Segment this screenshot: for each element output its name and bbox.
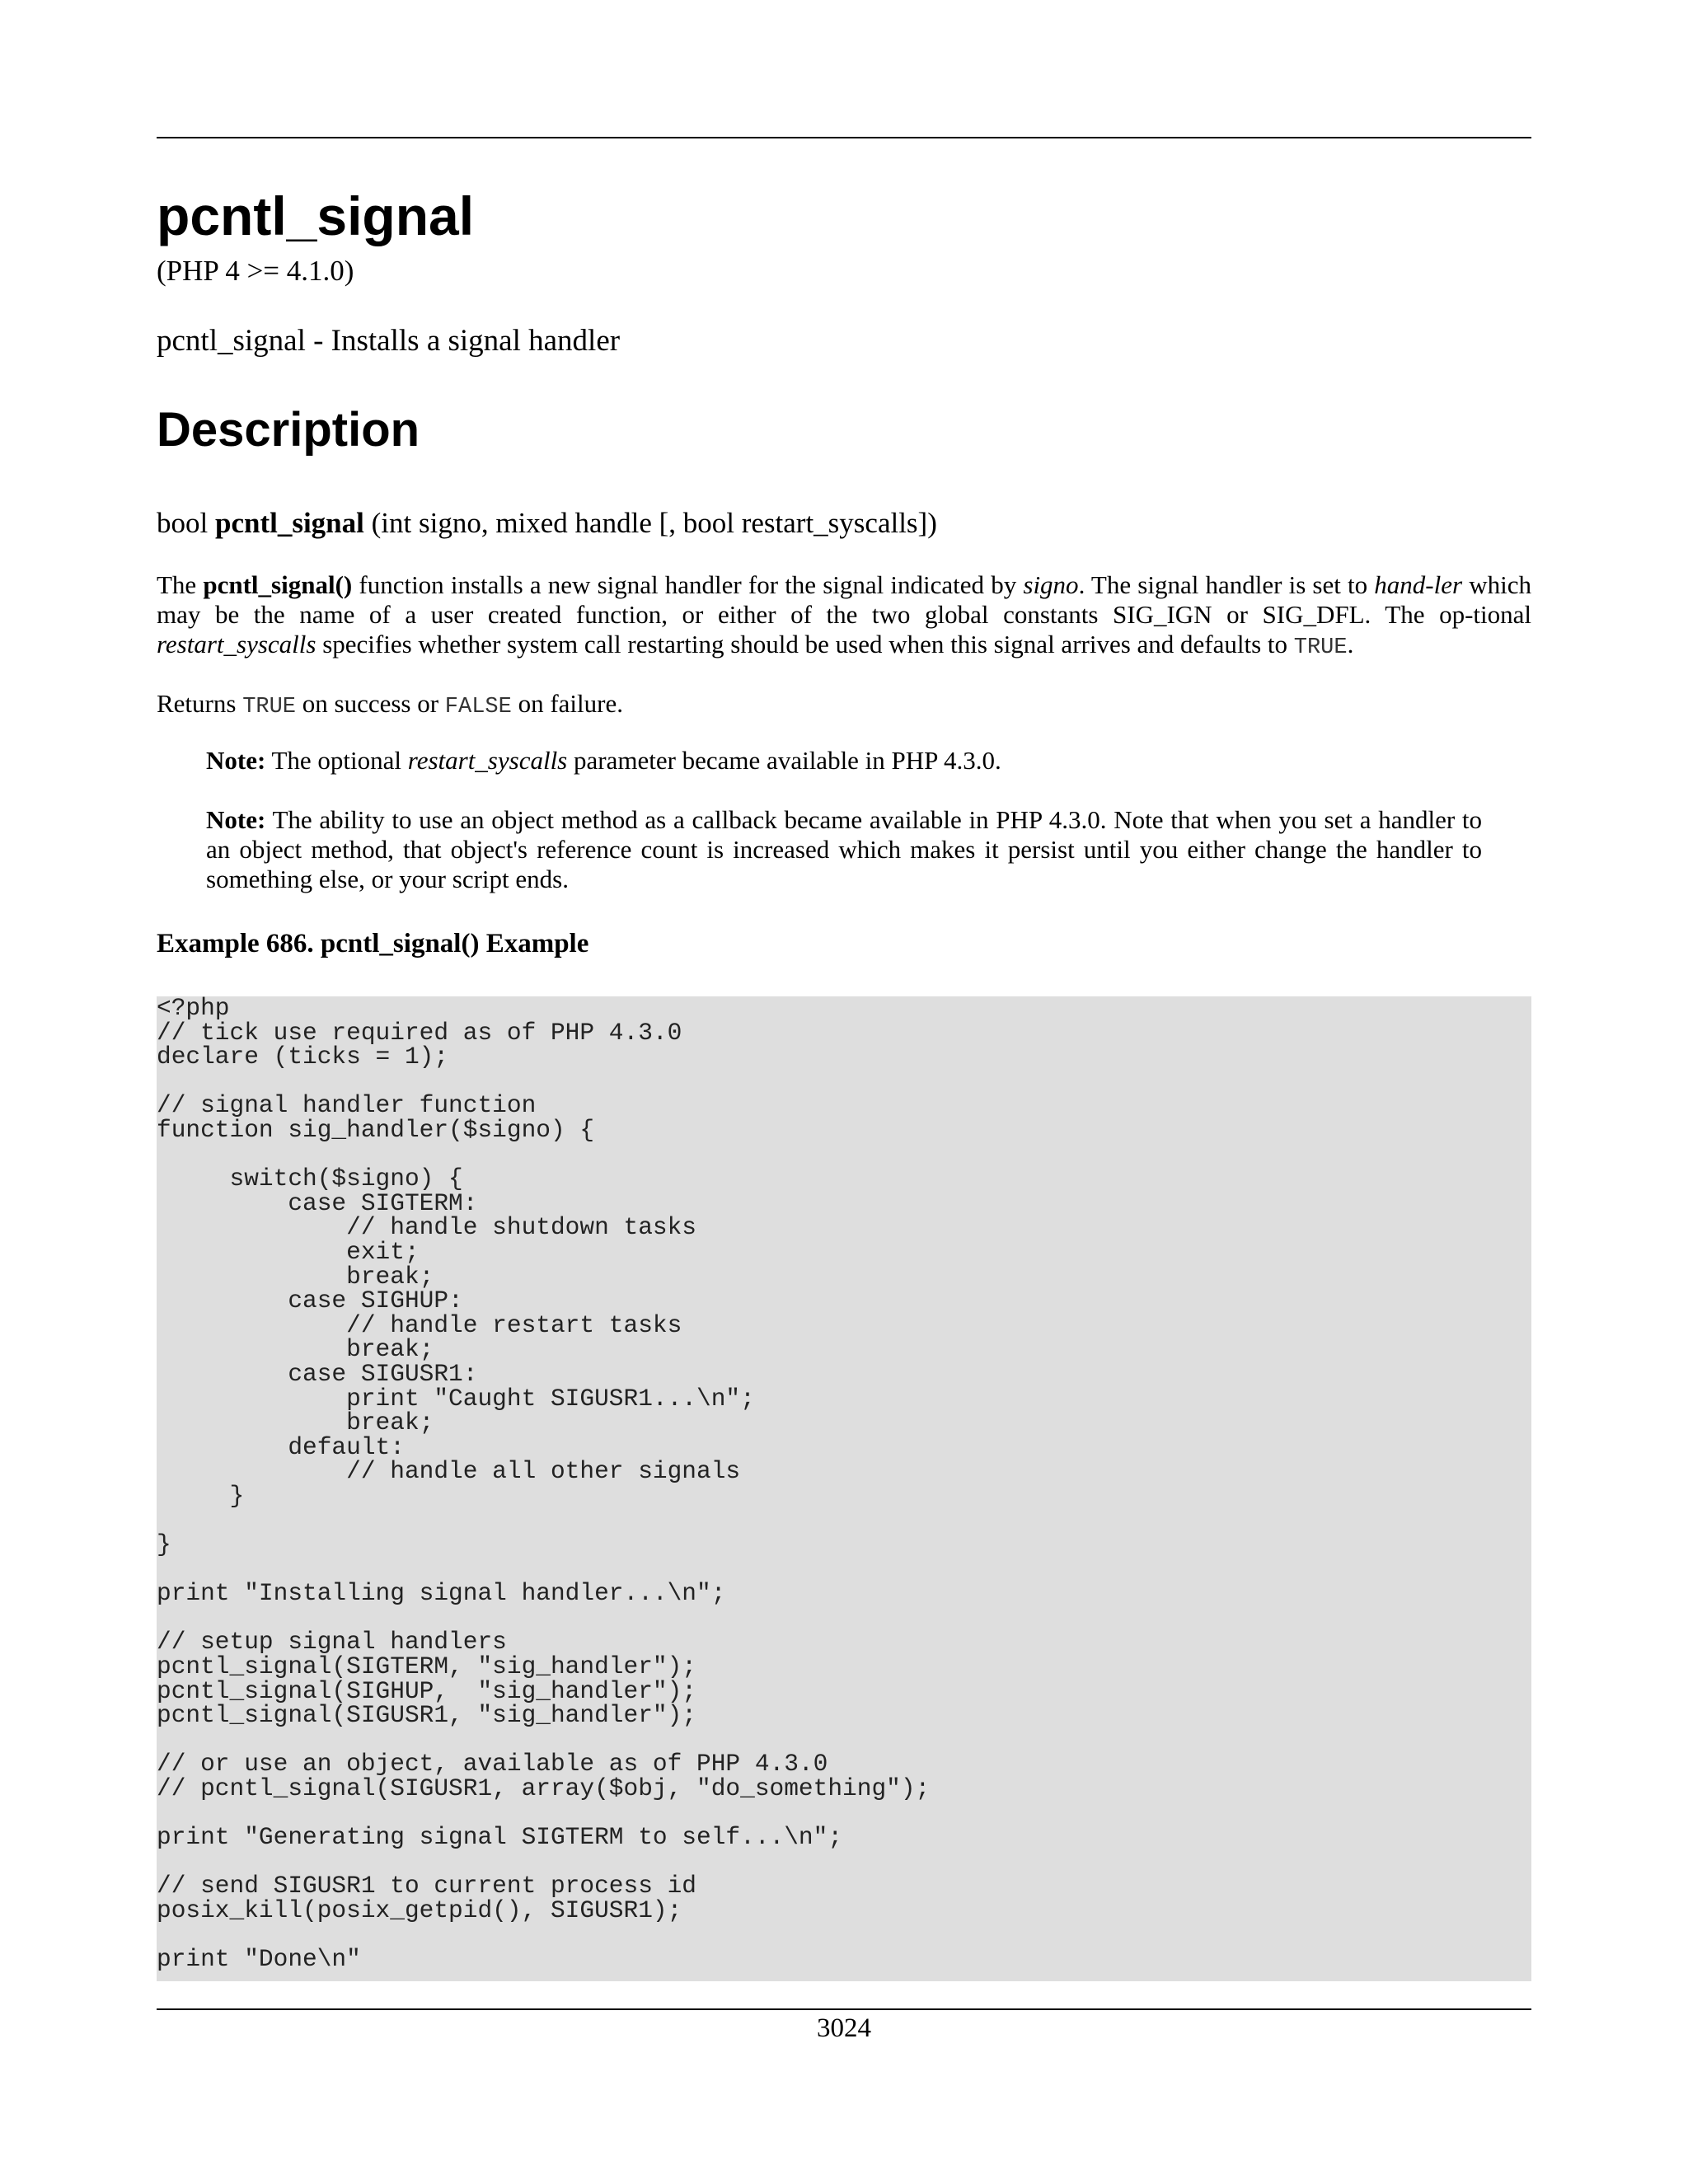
function-title: pcntl_signal	[157, 185, 475, 246]
description-heading: Description	[157, 403, 420, 457]
text-run: The optional	[265, 746, 408, 775]
text-run: specifies whether system call restarting should be used when this signal arrives and defaults to	[316, 630, 1294, 658]
header-rule	[157, 137, 1531, 138]
constant-false: FALSE	[444, 695, 512, 719]
text-run: The ability to use an object method as a callback became available in PHP 4.3.0. Note that when you set a handler to an object method, that object's reference count is increased which makes it persist until you either change the handler to something else, or your script ends.	[206, 805, 1482, 893]
text-run: . The signal handler is set to	[1078, 570, 1375, 599]
text-run: parameter became available in PHP 4.3.0.	[567, 746, 1001, 775]
constant-true: TRUE	[1293, 635, 1348, 660]
ref-purpose: pcntl_signal - Installs a signal handler	[157, 324, 621, 358]
document-page	[157, 0, 1531, 2184]
function-synopsis	[157, 506, 937, 541]
page-number: 3024	[817, 2013, 871, 2043]
param-restart-syscalls: restart_syscalls	[407, 746, 568, 775]
text-run: The	[157, 570, 204, 599]
text-run: .	[1347, 630, 1354, 658]
text-run: which may be the name of a user created function, or either of the two global constants SIG_IGN or SIG_DFL. The op-tional	[157, 570, 1531, 629]
function-ref: pcntl_signal()	[203, 570, 353, 599]
note-restart-syscalls	[206, 746, 1482, 776]
footer-rule	[157, 2008, 1531, 2010]
note-label: Note:	[206, 746, 266, 775]
param-signo: signo	[1023, 570, 1079, 599]
example-title: Example 686. pcntl_signal() Example	[157, 929, 589, 958]
description-paragraph	[157, 570, 1531, 663]
returns-paragraph	[157, 689, 1531, 722]
note-object-method	[206, 805, 1482, 894]
param-restart-syscalls: restart_syscalls	[157, 630, 316, 658]
constant-true: TRUE	[242, 695, 296, 719]
version-info: (PHP 4 >= 4.1.0)	[157, 255, 354, 287]
text-run: on success or	[296, 689, 445, 718]
text-run: Returns	[157, 689, 243, 718]
synopsis-function-name: pcntl_signal	[214, 507, 364, 539]
code-example: <?php // tick use required as of PHP 4.3.0 declare (ticks = 1); // signal handler function function sig_handler($signo) { switch($signo) { case SIGTERM: // handle shutdown tasks exit; break; case SIGHUP: // handle restart tasks break; case SIGUSR1: print "Caught SIGUSR1...\n"; break; default: // handle all other signals } } print "Installing signal handler...\n"; // setup signal handlers pcntl_signal(SIGTERM, "sig_handler"); pcntl_signal(SIGHUP, "sig_handler"); pcntl_signal(SIGUSR1, "sig_handler"); // or use an object, available as of PHP 4.3.0 // pcntl_signal(SIGUSR1, array($obj, "do_something"); print "Generating signal SIGTERM to self...\n"; // send SIGUSR1 to current process id posix_kill(posix_getpid(), SIGUSR1); print "Done\n"	[157, 996, 1531, 1981]
synopsis-params: (int signo, mixed handle [, bool restart_syscalls])	[371, 507, 937, 539]
synopsis-return-type: bool	[157, 507, 209, 539]
text-run: on failure.	[511, 689, 623, 718]
note-label: Note:	[206, 805, 266, 834]
text-run: function installs a new signal handler for the signal indicated by	[352, 570, 1024, 599]
param-handler: hand-ler	[1374, 570, 1463, 599]
